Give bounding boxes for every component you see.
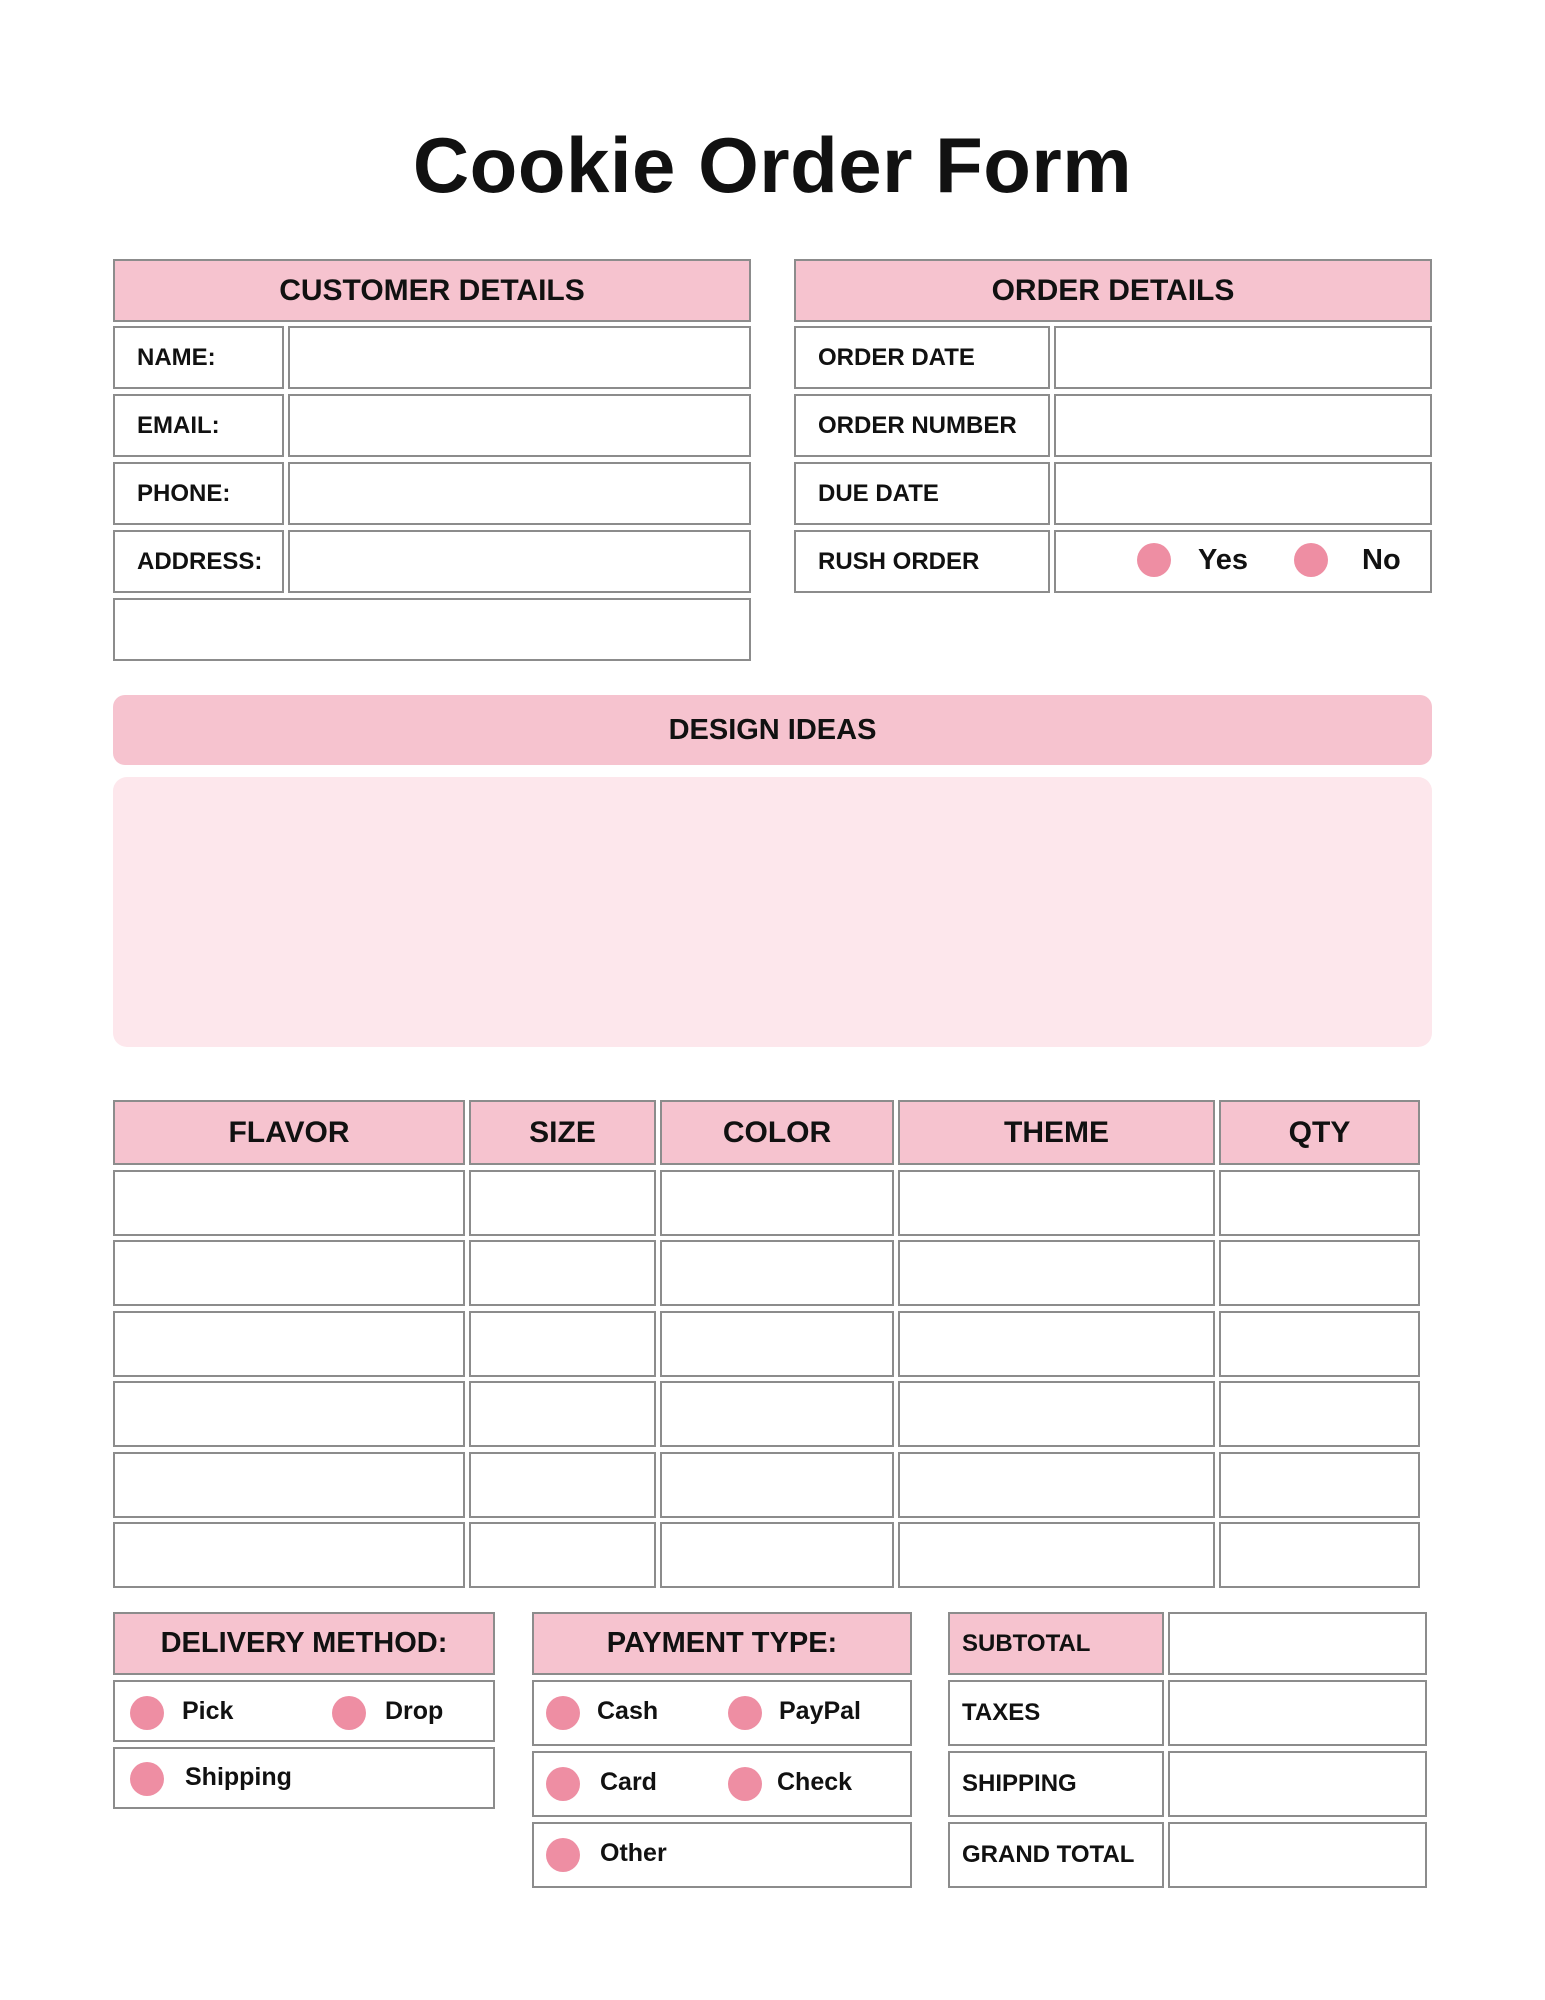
- card-radio[interactable]: [546, 1767, 580, 1801]
- item-theme-cell[interactable]: [898, 1381, 1215, 1447]
- design-ideas-header: DESIGN IDEAS: [113, 695, 1432, 765]
- other-label: Other: [600, 1839, 667, 1867]
- card-label: Card: [600, 1768, 657, 1796]
- customer-details-header: CUSTOMER DETAILS: [113, 259, 751, 322]
- item-flavor-cell[interactable]: [113, 1381, 465, 1447]
- grand-total-field[interactable]: [1168, 1822, 1427, 1888]
- shipping-radio[interactable]: [130, 1762, 164, 1796]
- page-title: Cookie Order Form: [412, 121, 1133, 209]
- item-flavor-cell[interactable]: [113, 1240, 465, 1306]
- item-color-cell[interactable]: [660, 1170, 894, 1236]
- paypal-radio[interactable]: [728, 1696, 762, 1730]
- phone-label: PHONE:: [113, 462, 284, 525]
- item-flavor-cell[interactable]: [113, 1452, 465, 1518]
- item-theme-cell[interactable]: [898, 1452, 1215, 1518]
- column-header-color: COLOR: [660, 1100, 894, 1165]
- column-header-flavor: FLAVOR: [113, 1100, 465, 1165]
- item-qty-cell[interactable]: [1219, 1311, 1420, 1377]
- item-size-cell[interactable]: [469, 1240, 656, 1306]
- rush-yes-label: Yes: [1198, 544, 1248, 576]
- taxes-label: TAXES: [948, 1680, 1164, 1746]
- item-color-cell[interactable]: [660, 1522, 894, 1588]
- subtotal-label: SUBTOTAL: [948, 1612, 1164, 1675]
- column-header-qty: QTY: [1219, 1100, 1420, 1165]
- address-field-line-2[interactable]: [113, 598, 751, 661]
- item-qty-cell[interactable]: [1219, 1522, 1420, 1588]
- item-size-cell[interactable]: [469, 1170, 656, 1236]
- drop-label: Drop: [385, 1697, 444, 1725]
- column-header-theme: THEME: [898, 1100, 1215, 1165]
- item-size-cell[interactable]: [469, 1522, 656, 1588]
- item-color-cell[interactable]: [660, 1381, 894, 1447]
- item-theme-cell[interactable]: [898, 1170, 1215, 1236]
- delivery-method-header: DELIVERY METHOD:: [113, 1612, 495, 1675]
- paypal-label: PayPal: [779, 1697, 862, 1725]
- item-qty-cell[interactable]: [1219, 1170, 1420, 1236]
- other-radio[interactable]: [546, 1838, 580, 1872]
- rush-yes-radio[interactable]: [1137, 543, 1171, 577]
- payment-type-header: PAYMENT TYPE:: [532, 1612, 912, 1675]
- rush-no-label: No: [1362, 544, 1401, 576]
- name-label: NAME:: [113, 326, 284, 389]
- item-color-cell[interactable]: [660, 1311, 894, 1377]
- payment-row-2: [532, 1751, 912, 1817]
- order-number-label: ORDER NUMBER: [794, 394, 1050, 457]
- grand-total-label: GRAND TOTAL: [948, 1822, 1164, 1888]
- due-date-field[interactable]: [1054, 462, 1432, 525]
- shipping-total-field[interactable]: [1168, 1751, 1427, 1817]
- item-qty-cell[interactable]: [1219, 1452, 1420, 1518]
- pick-radio[interactable]: [130, 1696, 164, 1730]
- shipping-option-label: Shipping: [185, 1763, 292, 1791]
- rush-order-label: RUSH ORDER: [794, 530, 1050, 593]
- email-field[interactable]: [288, 394, 751, 457]
- cash-radio[interactable]: [546, 1696, 580, 1730]
- column-header-size: SIZE: [469, 1100, 656, 1165]
- item-qty-cell[interactable]: [1219, 1240, 1420, 1306]
- cash-label: Cash: [597, 1697, 659, 1725]
- email-label: EMAIL:: [113, 394, 284, 457]
- item-flavor-cell[interactable]: [113, 1311, 465, 1377]
- address-label: ADDRESS:: [113, 530, 284, 593]
- phone-field[interactable]: [288, 462, 751, 525]
- item-theme-cell[interactable]: [898, 1311, 1215, 1377]
- check-label: Check: [777, 1768, 853, 1796]
- item-size-cell[interactable]: [469, 1452, 656, 1518]
- item-flavor-cell[interactable]: [113, 1522, 465, 1588]
- order-number-field[interactable]: [1054, 394, 1432, 457]
- address-field[interactable]: [288, 530, 751, 593]
- due-date-label: DUE DATE: [794, 462, 1050, 525]
- delivery-row-2: [113, 1747, 495, 1809]
- rush-no-radio[interactable]: [1294, 543, 1328, 577]
- name-field[interactable]: [288, 326, 751, 389]
- item-color-cell[interactable]: [660, 1452, 894, 1518]
- payment-row-3: [532, 1822, 912, 1888]
- taxes-field[interactable]: [1168, 1680, 1427, 1746]
- drop-radio[interactable]: [332, 1696, 366, 1730]
- pick-label: Pick: [182, 1697, 234, 1725]
- order-date-label: ORDER DATE: [794, 326, 1050, 389]
- item-theme-cell[interactable]: [898, 1240, 1215, 1306]
- item-flavor-cell[interactable]: [113, 1170, 465, 1236]
- item-color-cell[interactable]: [660, 1240, 894, 1306]
- shipping-total-label: SHIPPING: [948, 1751, 1164, 1817]
- design-ideas-area[interactable]: [113, 777, 1432, 1047]
- item-size-cell[interactable]: [469, 1381, 656, 1447]
- item-theme-cell[interactable]: [898, 1522, 1215, 1588]
- check-radio[interactable]: [728, 1767, 762, 1801]
- item-qty-cell[interactable]: [1219, 1381, 1420, 1447]
- subtotal-field[interactable]: [1168, 1612, 1427, 1675]
- order-details-header: ORDER DETAILS: [794, 259, 1432, 322]
- order-date-field[interactable]: [1054, 326, 1432, 389]
- item-size-cell[interactable]: [469, 1311, 656, 1377]
